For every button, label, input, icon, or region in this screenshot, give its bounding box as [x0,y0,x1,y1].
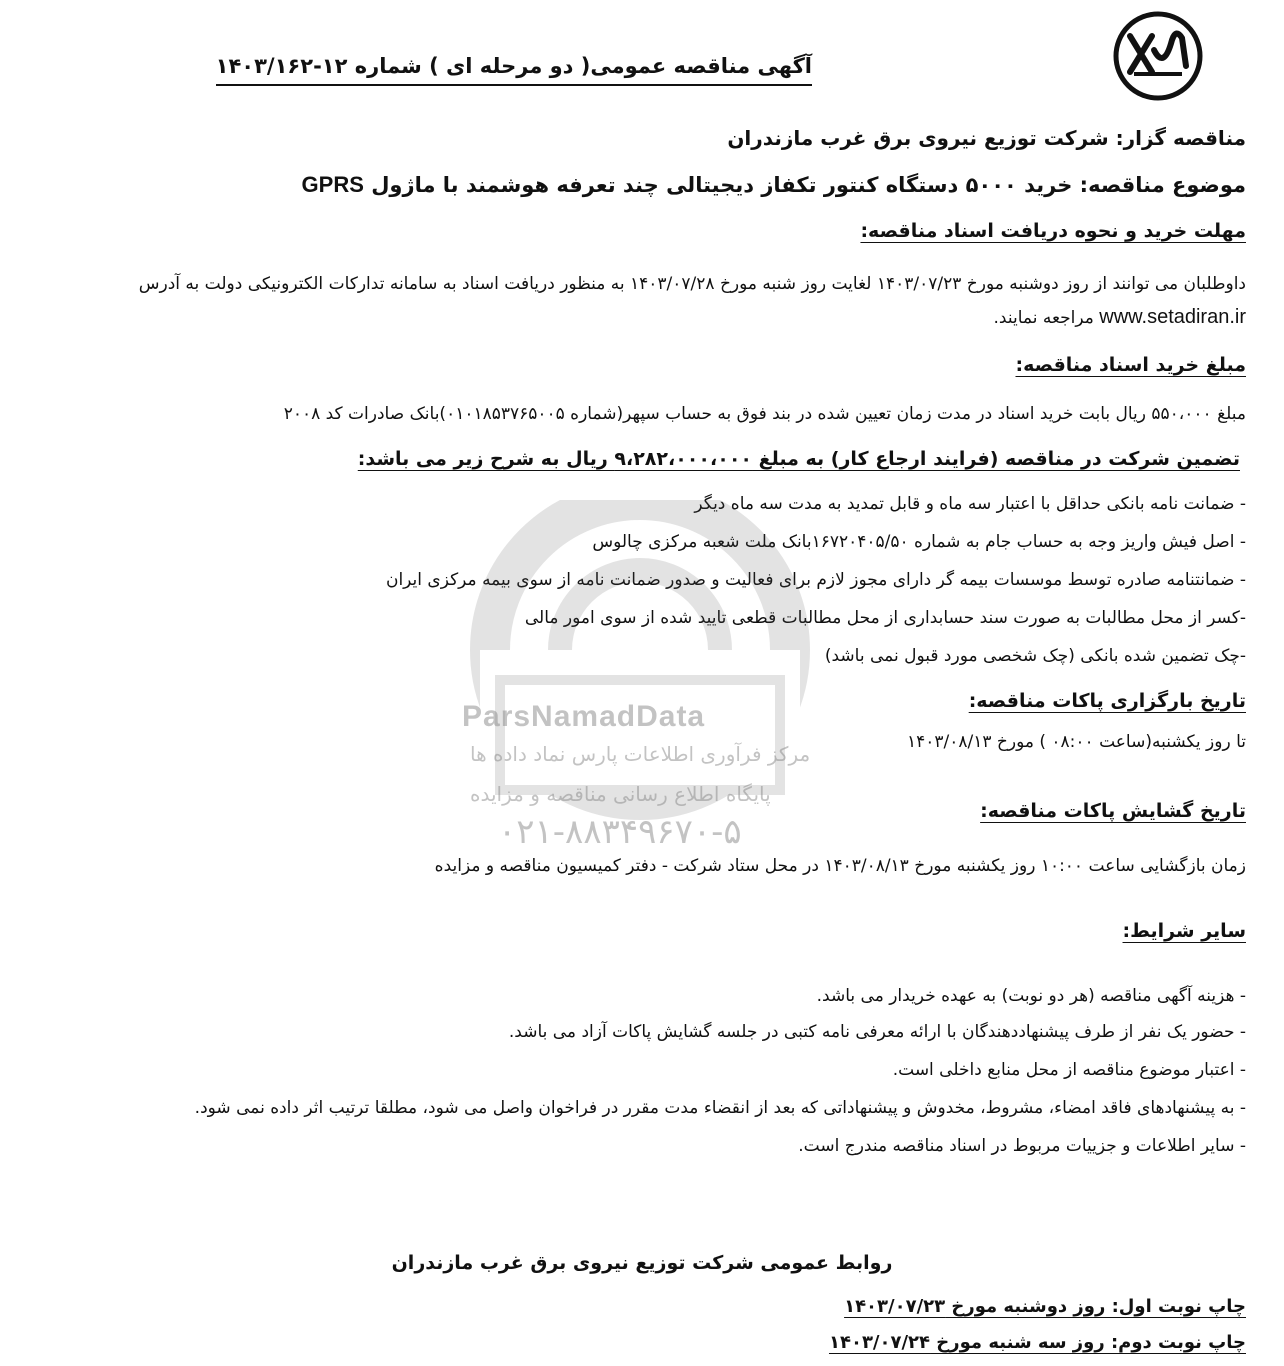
guarantee-item: - ضمانتنامه صادره توسط موسسات بیمه گر دارای مجوز لازم برای فعالیت و صدور ضمانت نامه از سوی بیمه مرکزی ایران [385,570,1246,590]
watermark-brand: ParsNamadData [462,700,706,733]
watermark-phone: ۰۲۱-۸۸۳۴۹۶۷۰-۵ [498,812,742,852]
purchase-deadline-line1: داوطلبان می توانند از روز دوشنبه مورخ ۱۴۰۳/۰۷/۲۳ لغایت روز شنبه مورخ ۱۴۰۳/۰۷/۲۸ به منظور دریافت اسناد به سامانه تدارکات الکترونیکی دولت به آدرس [138,274,1246,294]
guarantee-item: - اصل فیش واریز وجه به حساب جام به شماره ۱۶۷۲۰۴۰۵/۵۰بانک ملت شعبه مرکزی چالوس [592,532,1246,552]
watermark-line1: مرکز فرآوری اطلاعات پارس نماد داده ها [470,742,811,766]
purchase-amount-text: مبلغ ۵۵۰،۰۰۰ ریال بابت خرید اسناد در مدت زمان تعیین شده در بند فوق به حساب سپهر(شماره ۰۱۰۱۸۵۳۷۶۵۰۰۵)بانک صادرات کد ۲۰۰۸ [283,404,1246,424]
notice-title: آگهی مناقصه عمومی( دو مرحله ای ) شماره ۱۲-۱۴۰۳/۱۶۲ [216,54,812,86]
other-terms-item: - هزینه آگهی مناقصه (هر دو نوبت) به عهده خریدار می باشد. [816,986,1246,1006]
setadiran-link[interactable]: www.setadiran.ir [1099,306,1246,328]
opening-text: زمان بازگشایی ساعت ۱۰:۰۰ روز یکشنبه مورخ ۱۴۰۳/۰۸/۱۳ در محل ستاد شرکت - دفتر کمیسیون مناقصه و مزایده [434,856,1246,876]
other-terms-item: - حضور یک نفر از طرف پیشنهاددهندگان با ارائه معرفی نامه کتبی در جلسه گشایش پاکات آزاد می باشد. [508,1022,1246,1042]
tenderer-line: مناقصه گزار: شرکت توزیع نیروی برق غرب مازندران [727,126,1246,150]
purchase-deadline-heading: مهلت خرید و نحوه دریافت اسناد مناقصه: [860,220,1246,242]
purchase-deadline-line2 [994,306,1247,329]
subject-text: موضوع مناقصه: خرید ۵۰۰۰ دستگاه کنتور تکفاز دیجیتالی چند تعرفه هوشمند با ماژول [371,173,1246,197]
submission-heading: تاریخ بارگزاری پاکات مناقصه: [968,690,1246,712]
guarantee-item: -چک تضمین شده بانکی (چک شخصی مورد قبول نمی باشد) [824,646,1246,666]
other-terms-item: - سایر اطلاعات و جزییات مربوط در اسناد مناقصه مندرج است. [798,1136,1246,1156]
public-relations-signature: روابط عمومی شرکت توزیع نیروی برق غرب مازندران [391,1252,893,1274]
guarantee-item: -کسر از محل مطالبات به صورت سند حسابداری از محل مطالبات قطعی تایید شده از سوی امور مالی [524,608,1246,628]
print-second-date: چاپ نوبت دوم: روز سه شنبه مورخ ۱۴۰۳/۰۷/۲۴ [828,1332,1246,1353]
subject-line [302,172,1246,198]
purchase-amount-heading: مبلغ خرید اسناد مناقصه: [1015,354,1246,376]
watermark-line2: پایگاه اطلاع رسانی مناقصه و مزایده [470,782,771,806]
print-first-date: چاپ نوبت اول: روز دوشنبه مورخ ۱۴۰۳/۰۷/۲۳ [844,1296,1246,1317]
other-terms-heading: سایر شرایط: [1122,920,1246,942]
other-terms-item: - اعتبار موضوع مناقصه از محل منابع داخلی است. [892,1060,1246,1080]
company-logo-icon [1112,10,1204,102]
guarantee-item: - ضمانت نامه بانکی حداقل با اعتبار سه ماه و قابل تمدید به مدت سه ماه دیگر [694,494,1246,514]
guarantee-heading: تضمین شرکت در مناقصه (فرایند ارجاع کار) به مبلغ ۹،۲۸۲،۰۰۰،۰۰۰ ریال به شرح زیر می باشد: [357,448,1240,470]
opening-heading: تاریخ گشایش پاکات مناقصه: [980,800,1246,822]
submission-text: تا روز یکشنبه(ساعت ۰۸:۰۰ ) مورخ ۱۴۰۳/۰۸/۱۳ [906,732,1246,752]
other-terms-item: - به پیشنهادهای فاقد امضاء، مشروط، مخدوش و پیشنهاداتی که بعد از انقضاء مدت مقرر در فراخوان واصل می شود، مطلقا ترتیب اثر داده نمی شود. [194,1098,1246,1118]
purchase-deadline-suffix: مراجعه نمایند. [993,308,1094,328]
subject-gprs: GPRS [301,172,364,197]
